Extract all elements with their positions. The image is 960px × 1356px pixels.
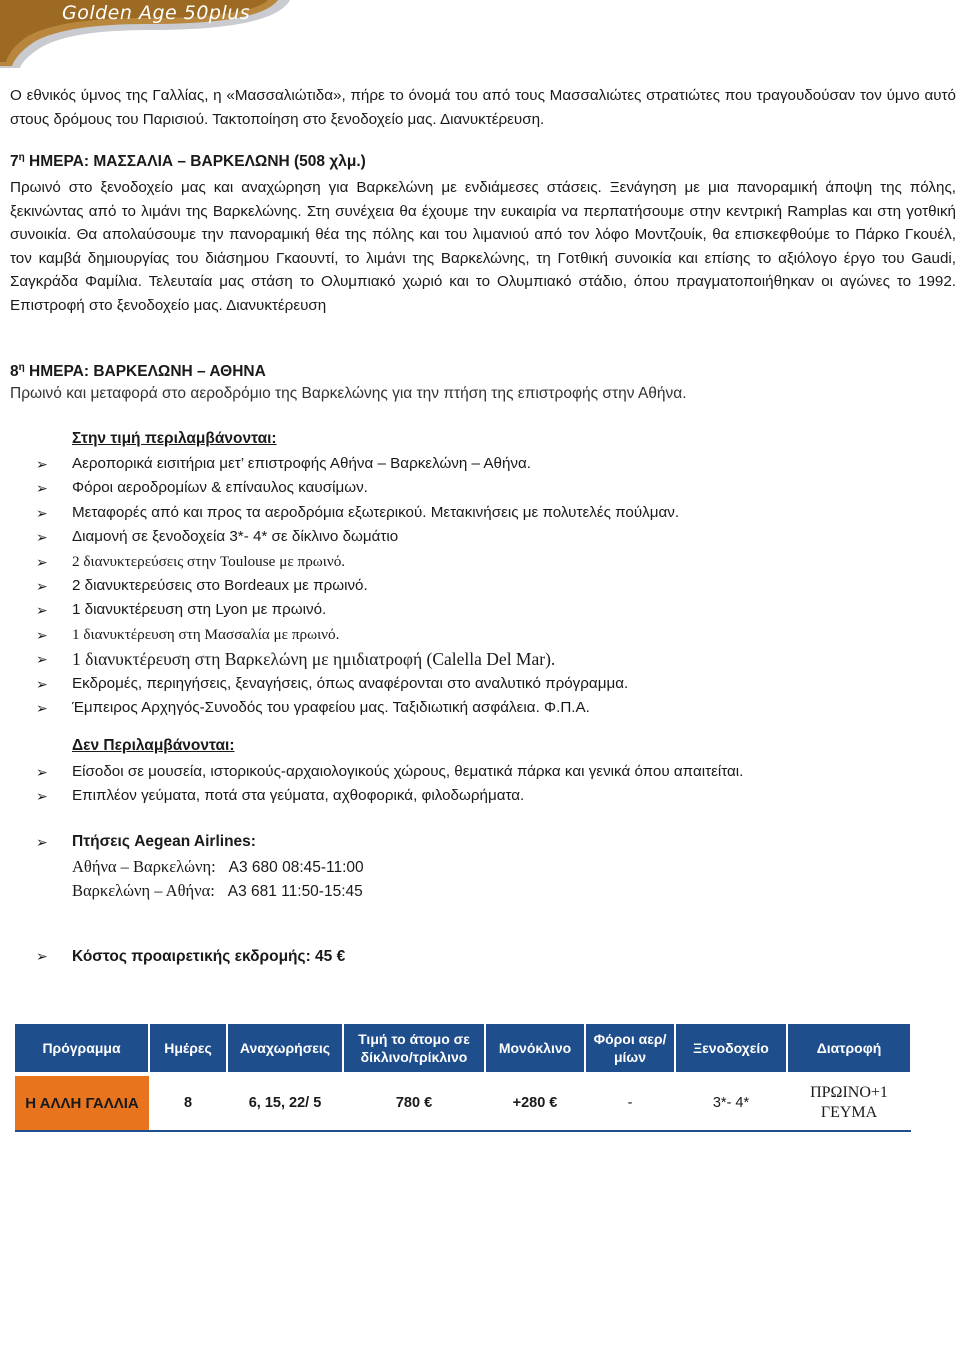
flight-return	[36, 879, 364, 904]
flight-return-route: Βαρκελώνη – Αθήνα:	[72, 881, 215, 900]
flights-section	[36, 830, 364, 904]
arrow-bullet-icon: ➢	[36, 480, 48, 497]
arrow-bullet-icon: ➢	[36, 529, 48, 546]
day8-sup: η	[18, 361, 25, 373]
arrow-bullet-icon: ➢	[36, 699, 48, 716]
list-item: ➢ 1 διανυκτέρευση στη Βαρκελώνη με ημιδιατροφή (Calella Del Mar).	[36, 647, 679, 671]
table-header-row	[15, 1024, 911, 1072]
logo-text: Golden Age 50plus	[62, 2, 251, 24]
list-item: ➢ 1 διανυκτέρευση στη Lyon με πρωινό.	[36, 598, 679, 622]
list-item: ➢ Μεταφορές από και προς τα αεροδρόμια εξωτερικού. Μετακινήσεις με πολυτελές πούλμαν.	[36, 501, 679, 525]
day8-heading	[10, 363, 266, 381]
day7-heading	[10, 153, 366, 171]
list-item: ➢ Έμπειρος Αρχηγός-Συνοδός του γραφείου μας. Ταξιδιωτική ασφάλεια. Φ.Π.Α.	[36, 696, 679, 720]
cell-departures: 6, 15, 22/ 5	[227, 1076, 343, 1131]
flight-outbound-route: Αθήνα – Βαρκελώνη:	[72, 856, 216, 876]
list-item: ➢ Είσοδοι σε μουσεία, ιστορικούς-αρχαιολογικούς χώρους, θεματικά πάρκα και γενικά όπου απαιτείται.	[36, 760, 743, 784]
list-item: ➢ Επιπλέον γεύματα, ποτά στα γεύματα, αχθοφορικά, φιλοδωρήματα.	[36, 784, 743, 808]
arrow-bullet-icon: ➢	[36, 577, 48, 594]
col-taxes: Φόροι αερ/μίων	[585, 1024, 675, 1072]
col-departures: Αναχωρήσεις	[227, 1024, 343, 1072]
day8-body: Πρωινό και μεταφορά στο αεροδρόμιο της Βαρκελώνης για την πτήση της επιστροφής στην Αθήνα.	[10, 385, 687, 402]
intro-paragraph: Ο εθνικός ύμνος της Γαλλίας, η «Μασσαλιώτιδα», πήρε το όνομά του από τους Μασσαλιώτες στρατιώτες που τραγουδούσαν τον ύμνο αυτό στους δρόμους του Παρισιού. Τακτοποίηση στο ξενοδοχείο μας. Διανυκτέρευση.	[10, 87, 956, 128]
cell-single: +280 €	[485, 1076, 585, 1131]
arrow-bullet-icon: ➢	[36, 504, 48, 521]
col-days: Ημέρες	[149, 1024, 227, 1072]
price-table	[15, 1024, 912, 1132]
list-item: ➢ Φόροι αεροδρομίων & επίναυλος καυσίμων.	[36, 476, 679, 500]
day7-sup: η	[18, 151, 25, 163]
table-row	[15, 1076, 911, 1131]
cell-meals: ΠΡΩΙΝΟ+1 ΓΕΥΜΑ	[787, 1076, 911, 1131]
col-price: Τιμή το άτομο σε δίκλινο/τρίκλινο	[343, 1024, 485, 1072]
col-program: Πρόγραμμα	[15, 1024, 149, 1072]
arrow-bullet-icon: ➢	[36, 626, 48, 643]
flights-heading-row	[36, 830, 364, 855]
col-meals: Διατροφή	[787, 1024, 911, 1072]
arrow-bullet-icon: ➢	[36, 553, 48, 570]
day8-title-text: ΗΜΕΡΑ: ΒΑΡΚΕΛΩΝΗ – ΑΘΗΝΑ	[24, 363, 266, 380]
flight-outbound-info: A3 680 08:45-11:00	[228, 858, 364, 876]
excluded-list	[36, 760, 743, 809]
excluded-heading: Δεν Περιλαμβάνονται:	[72, 737, 235, 754]
day7-title-text: ΗΜΕΡΑ: ΜΑΣΣΑΛΙΑ – ΒΑΡΚΕΛΩΝΗ (508 χλμ.)	[24, 153, 366, 170]
cell-price: 780 €	[343, 1076, 485, 1131]
arrow-bullet-icon: ➢	[36, 788, 48, 805]
arrow-bullet-icon: ➢	[36, 651, 48, 668]
cost-value: : 45 €	[305, 948, 346, 965]
included-list	[36, 452, 679, 720]
list-item: ➢ 2 διανυκτερεύσεις στην Toulouse με πρωινό.	[36, 550, 679, 574]
cell-hotel: 3*- 4*	[675, 1076, 787, 1131]
arrow-bullet-icon: ➢	[36, 764, 48, 780]
col-single: Μονόκλινο	[485, 1024, 585, 1072]
list-item: ➢ 1 διανυκτέρευση στη Μασσαλία με πρωινό.	[36, 623, 679, 647]
cost-label: Κόστος προαιρετικής εκδρομής	[72, 948, 306, 965]
flights-heading: Πτήσεις Aegean Airlines:	[72, 833, 256, 850]
arrow-bullet-icon: ➢	[36, 834, 48, 850]
arrow-bullet-icon: ➢	[36, 602, 48, 619]
arrow-bullet-icon: ➢	[36, 675, 48, 692]
day7-body: Πρωινό στο ξενοδοχείο μας και αναχώρηση για Βαρκελώνη με ενδιάμεσες στάσεις. Ξενάγηση με μια πανοραμική άποψη της πόλης, ξεκινώντας από το λιμάνι της Βαρκελώνης. Στη συνέχεια θα έχουμε την ευκαιρία να περπατήσουμε στην κεντρική Ramplas και στη γοτθική συνοικία. Θα απολαύσουμε την πανοραμική θέα της πόλης και του λιμανιού από τον λόφο Μοντζουίκ, θα επισκεφθούμε το Πάρκο Γκουέλ, τον καμβά δημιουργίας του διάσημου Γκαουντί, το λιμάνι της Βαρκελώνης, τη Γοτθική συνοικία και επίσης το αξιόλογο έργο του Gaudi, Σαγκράδα Φαμίλια. Τελευταία μας στάση το Ολυμπιακό χωριό και το Ολυμπιακό στάδιο, όπου πραγματοποιήθηκαν οι αγώνες το 1992. Επιστροφή στο ξενοδοχείο μας. Διανυκτέρευση	[10, 179, 956, 314]
flight-return-info: A3 681 11:50-15:45	[227, 883, 363, 900]
list-item: ➢ Αεροπορικά εισιτήρια μετ’ επιστροφής Αθήνα – Βαρκελώνη – Αθήνα.	[36, 452, 679, 476]
cell-taxes: -	[585, 1076, 675, 1131]
list-item: ➢ Εκδρομές, περιηγήσεις, ξεναγήσεις, όπως αναφέρονται στο αναλυτικό πρόγραμμα.	[36, 672, 679, 696]
cell-days: 8	[149, 1076, 227, 1131]
arrow-bullet-icon: ➢	[36, 456, 48, 472]
flight-outbound	[36, 855, 364, 880]
list-item: ➢ Διαμονή σε ξενοδοχεία 3*- 4* σε δίκλινο δωμάτιο	[36, 525, 679, 549]
optional-excursion-cost	[36, 948, 345, 966]
day7-number: 7	[10, 153, 19, 170]
arrow-bullet-icon: ➢	[36, 948, 48, 964]
included-heading: Στην τιμή περιλαμβάνονται:	[72, 430, 277, 447]
cell-program: Η ΑΛΛΗ ΓΑΛΛΙΑ	[15, 1076, 149, 1131]
col-hotel: Ξενοδοχείο	[675, 1024, 787, 1072]
list-item: ➢ 2 διανυκτερεύσεις στο Bordeaux με πρωινό.	[36, 574, 679, 598]
golden-age-logo	[0, 0, 290, 68]
day8-number: 8	[10, 363, 19, 380]
